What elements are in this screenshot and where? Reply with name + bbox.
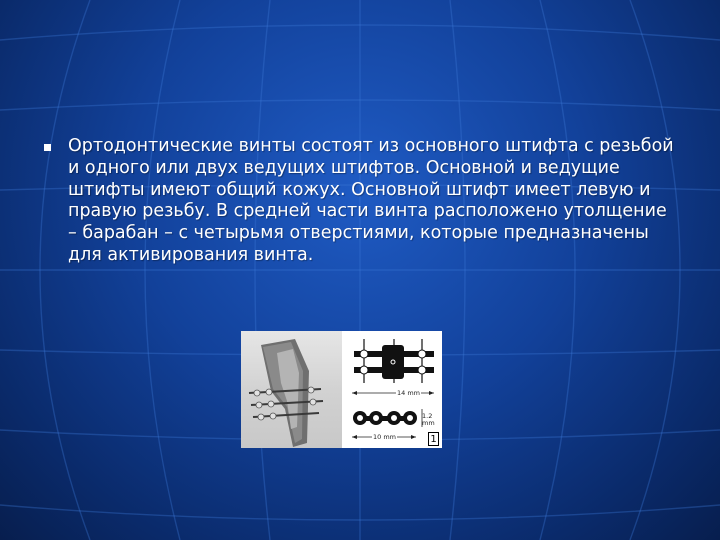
screw-figure — [241, 331, 442, 448]
label-14mm: 14 mm — [397, 389, 421, 397]
label-10mm: 10 mm — [373, 433, 397, 441]
screw-photo — [241, 331, 342, 448]
bullet-item — [44, 136, 684, 267]
bullet-text: Ортодонтические винты состоят из основного штифта с резьбой и одного или двух ведущих штифтов. Основной и ведущие штифты имеют общий кожух. Основной штифт имеет левую и правую резьбу. В средней части винта расположено утолщение – барабан – с четырьмя отверстиями, которые предназначены для активирования винта. — [68, 136, 674, 265]
label-1-2mm: 1.2 mm — [422, 412, 435, 427]
screw-photo-drawing — [241, 331, 342, 448]
screw-diagram — [342, 331, 442, 448]
figure-number: 1 — [428, 432, 439, 446]
bullet-square-icon — [44, 144, 51, 151]
